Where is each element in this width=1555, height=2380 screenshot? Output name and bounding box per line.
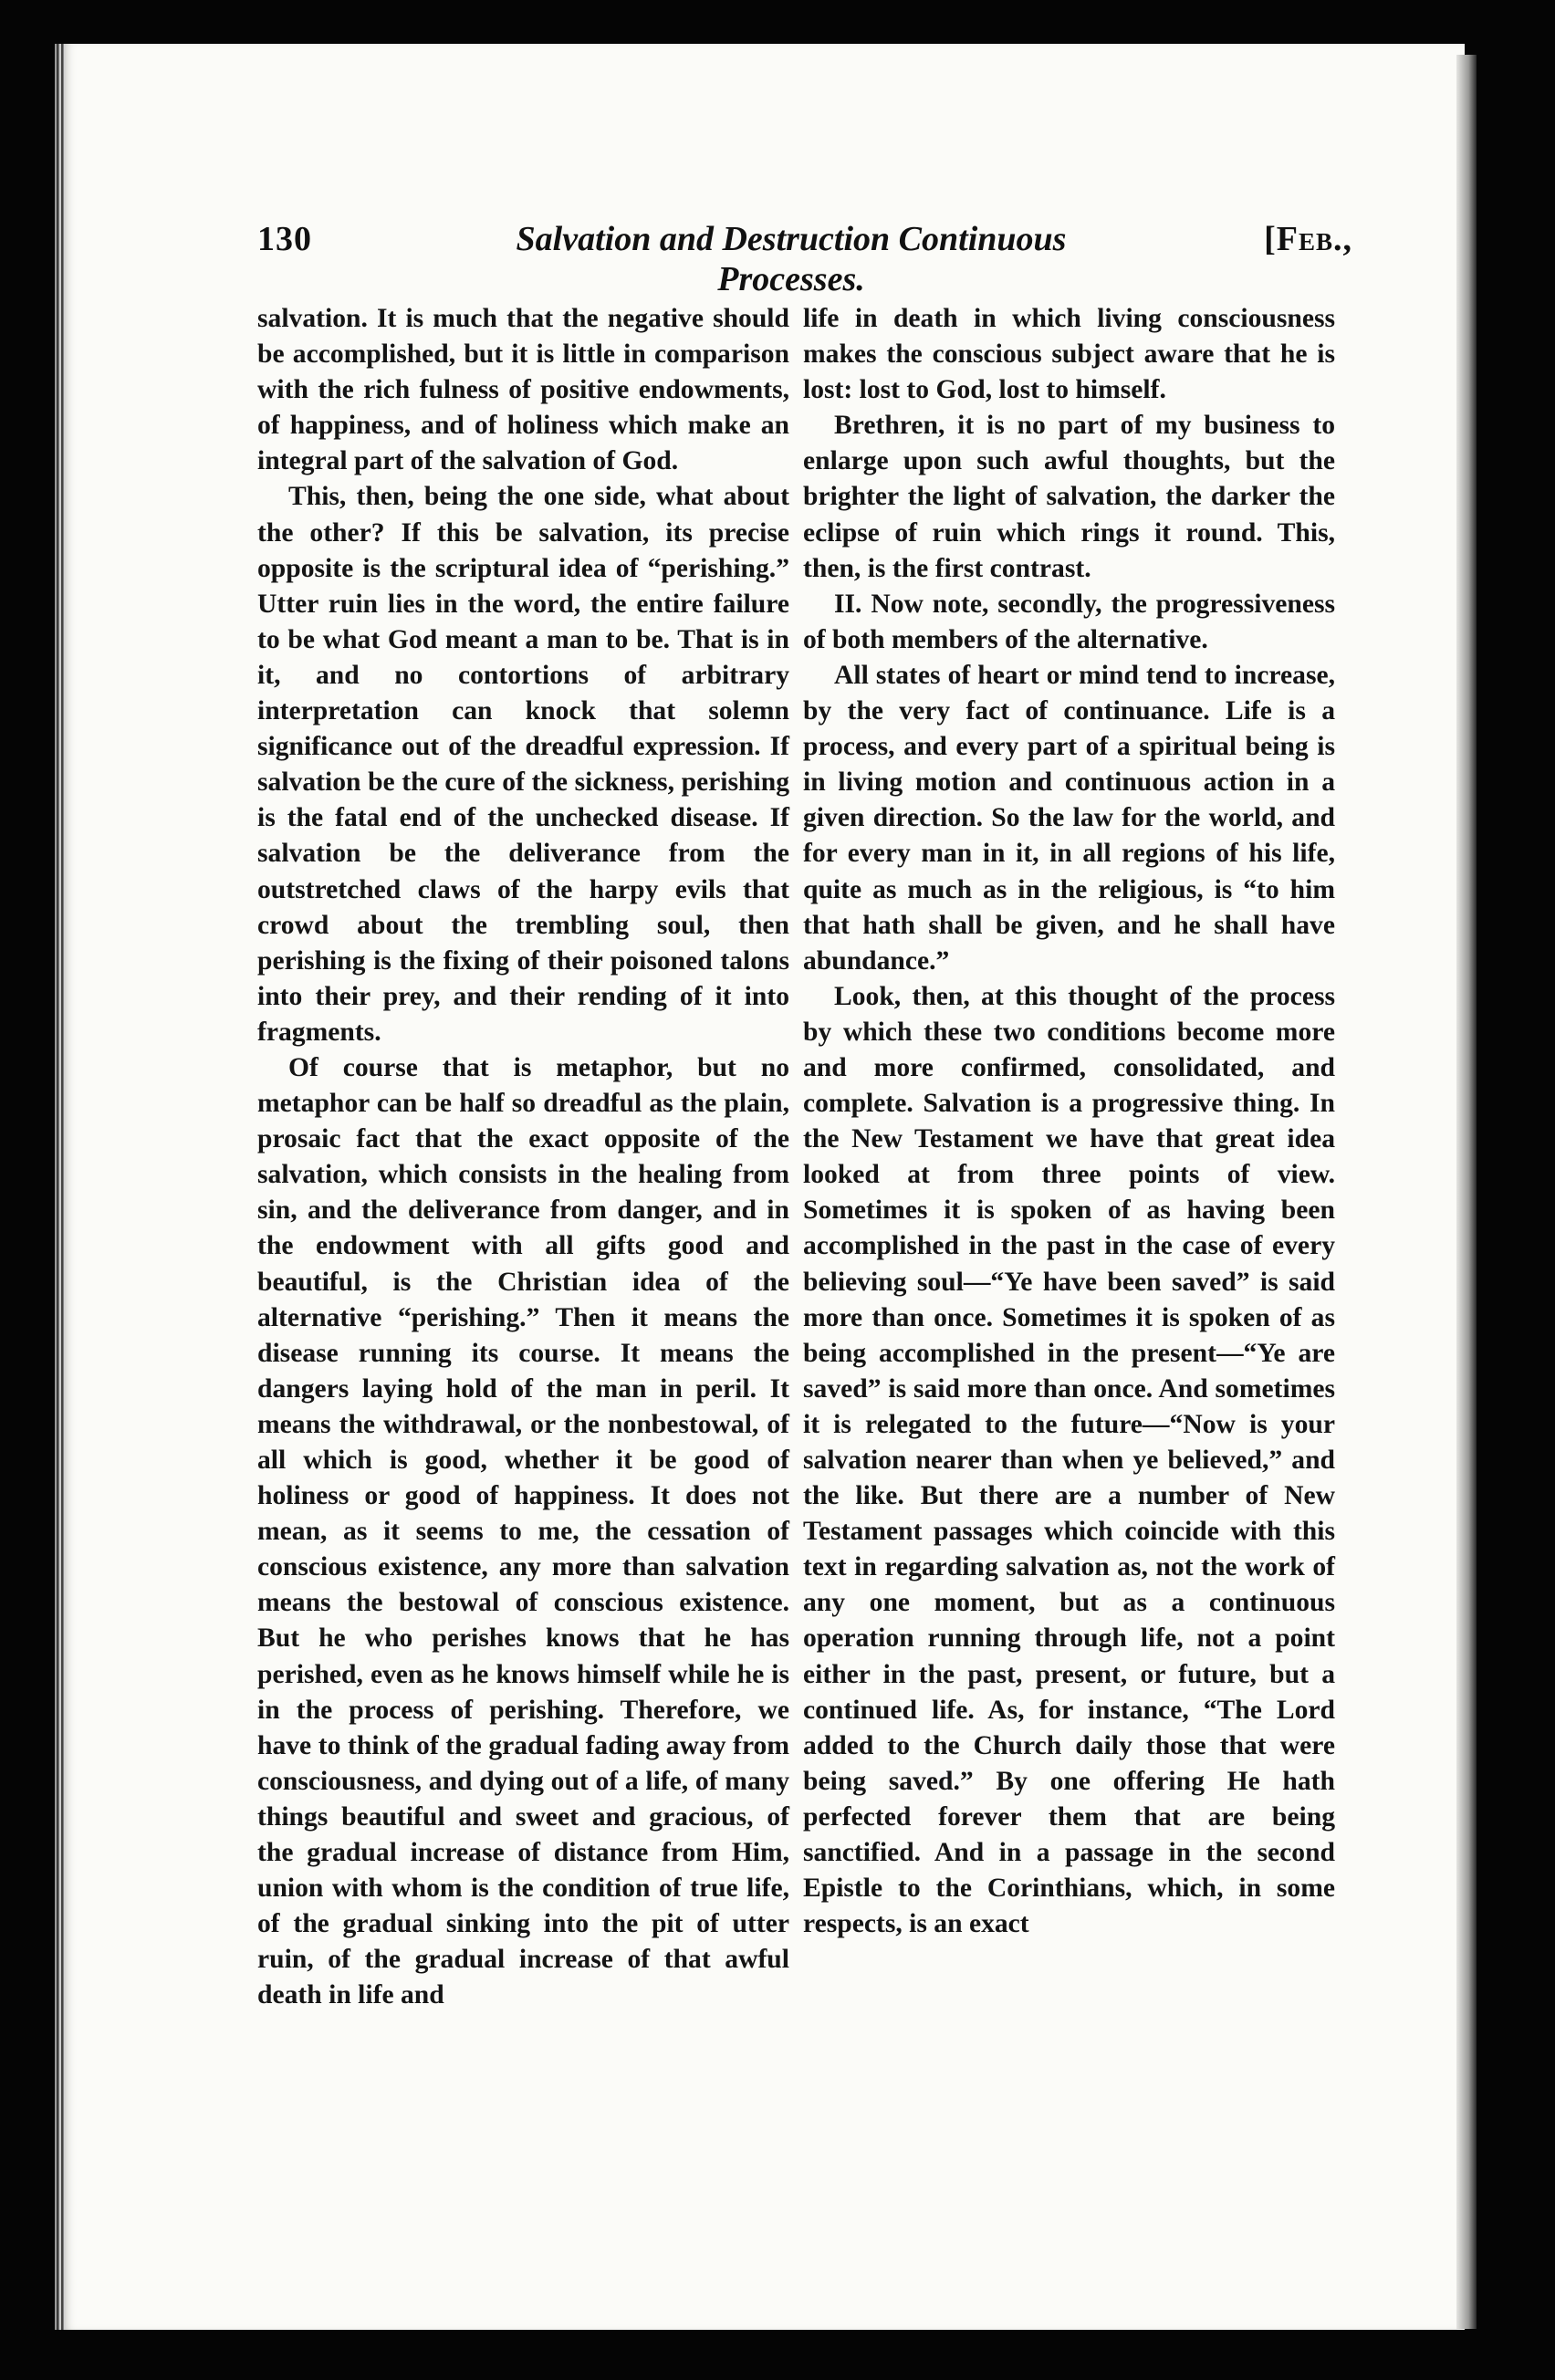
page-number: 130 xyxy=(257,220,312,258)
next-page-edge xyxy=(1456,55,1477,2329)
paragraph: Of course that is metaphor, but no metaphor can be half so dreadful as the plain, prosaic fact that the exact opposite of the salvation, which consists in the healing from sin, and the deliverance from danger, and in the endowment with all gifts good and beautiful, is the Christian idea of the alternative “perishing.” Then it means the disease running its course. It means the dangers laying hold of the man in peril. It means the withdrawal, or the nonbestowal, of all which is good, whether it be good of holiness or good of happiness. It does not mean, as it seems to me, the cessation of conscious existence, any more than salvation means the bestowal of conscious existence. But he who perishes knows that he has perished, even as he knows himself while he is in the process of perishing. Therefore, we have to think of the gradual fading away from consciousness, and dying out of a life, of many things beautiful and sweet and gracious, of the gradual increase of distance from Him, union with whom is the condition of true life, of the gradual sinking into the pit of utter ruin, of the gradual increase of that awful death in life and xyxy=(257,1052,789,2010)
left-text-column xyxy=(257,301,789,2014)
paragraph: Look, then, at this thought of the process by which these two conditions become more and more confirmed, consolidated, and complete. Salvation is a progressive thing. In the New Testament we have that great idea looked at from three points of view. Sometimes it is spoken of as having been accomplished in the past in the case of every believing soul—“Ye have been saved” is said more than once. Sometimes it is spoken of as being accomplished in the present—“Ye are saved” is said more than once. And sometimes it is relegated to the future—“Now is your salvation nearer than when ye believed,” and the like. But there are a number of New Testament passages which coincide with this text in regarding salvation as, not the work of any one moment, but as a continuous operation running through life, not a point either in the past, present, or future, but a continued life. As, for instance, “The Lord added to the Church daily those that were being saved.” By one offering He hath perfected forever them that are being sanctified. And in a passage in the second Epistle to the Corinthians, which, in some respects, is an exact xyxy=(803,981,1335,1939)
running-header xyxy=(257,219,1352,298)
paragraph: II. Now note, secondly, the progressiveness of both members of the alternative. xyxy=(803,589,1335,654)
paragraph: All states of heart or mind tend to increase, by the very fact of continuance. Life is a process, and every part of a spiritual being is in living motion and continuous action in a given direction. So the law for the world, and for every man in it, in all regions of his life, quite as much as in the religious, is “to him that hath shall be given, and he shall have abundance.” xyxy=(803,660,1335,976)
paragraph: Brethren, it is no part of my business to enlarge upon such awful thoughts, but the brighter the light of salvation, the darker the eclipse of ruin which rings it round. This, then, is the first contrast. xyxy=(803,411,1335,583)
running-date: [Feb., xyxy=(1264,220,1352,258)
running-title: Salvation and Destruction Continuous Processes. xyxy=(516,220,1067,298)
paragraph: This, then, being the one side, what about the other? If this be salvation, its precise opposite is the scriptural idea of “perishing.” Utter ruin lies in the word, the entire failure to be what God meant a man to be. That is in it, and no contortions of arbitrary interpretation can knock that solemn significance out of the dreadful expression. If salvation be the cure of the sickness, perishing is the fatal end of the unchecked disease. If salvation be the deliverance from the outstretched claws of the harpy evils that crowd about the trembling soul, then perishing is the fixing of their poisoned talons into their prey, and their rending of it into fragments. xyxy=(257,482,789,1047)
page-binding-edge xyxy=(57,44,66,2330)
paragraph: life in death in which living consciousness makes the conscious subject aware that he is lost: lost to God, lost to himself. xyxy=(803,304,1335,405)
paragraph: salvation. It is much that the negative should be accomplished, but it is little in comparison with the rich fulness of positive endowments, of happiness, and of holiness which make an integral part of the salvation of God. xyxy=(257,304,789,476)
right-text-column xyxy=(803,301,1335,1942)
